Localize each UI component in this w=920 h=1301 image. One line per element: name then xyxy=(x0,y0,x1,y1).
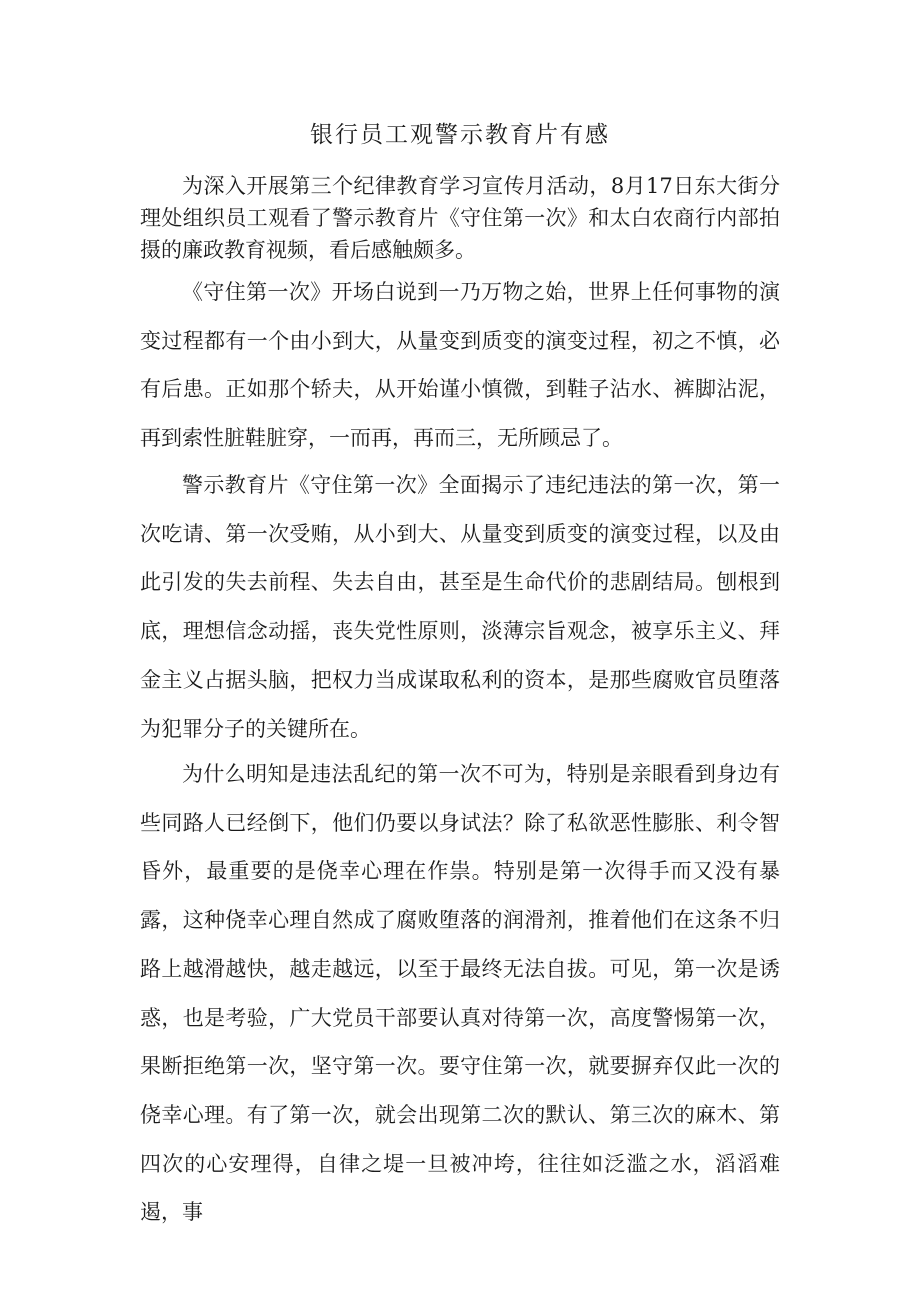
paragraph-opening: 《守住第一次》开场白说到一乃万物之始，世界上任何事物的演变过程都有一个由小到大，从量变到质变的演变过程，初之不慎，必有后患。正如那个轿夫，从开始谨小慎微，到鞋子沾水、裤脚沾泥，再到索性脏鞋脏穿，一而再，再而三，无所顾忌了。 xyxy=(140,280,780,450)
document-title: 银行员工观警示教育片有感 xyxy=(310,122,610,148)
paragraph-intro: 为深入开展第三个纪律教育学习宣传月活动，8月17日东大街分理处组织员工观看了警示教育片《守住第一次》和太白农商行内部拍摄的廉政教育视频，看后感触颇多。 xyxy=(140,174,780,262)
paragraph-revelation: 警示教育片《守住第一次》全面揭示了违纪违法的第一次，第一次吃请、第一次受贿，从小到大、从量变到质变的演变过程，以及由此引发的失去前程、失去自由，甚至是生命代价的悲剧结局。刨根到底，理想信念动摇，丧失党性原则，淡薄宗旨观念，被享乐主义、拜金主义占据头脑，把权力当成谋取私利的资本，是那些腐败官员堕落为犯罪分子的关键所在。 xyxy=(140,473,780,741)
paragraph-luck-mentality: 为什么明知是违法乱纪的第一次不可为，特别是亲眼看到身边有些同路人已经倒下，他们仍要以身试法？除了私欲恶性膨胀、利令智昏外，最重要的是侥幸心理在作祟。特别是第一次得手而又没有暴露，这种侥幸心理自然成了腐败堕落的润滑剂，推着他们在这条不归路上越滑越快，越走越远，以至于最终无法自拔。可见，第一次是诱惑，也是考验，广大党员干部要认真对待第一次，高度警惕第一次，果断拒绝第一次，坚守第一次。要守住第一次，就要摒弃仅此一次的侥幸心理。有了第一次，就会出现第二次的默认、第三次的麻木、第四次的心安理得，自律之堤一旦被冲垮，往往如泛滥之水，滔滔难遏，事 xyxy=(140,762,780,1225)
